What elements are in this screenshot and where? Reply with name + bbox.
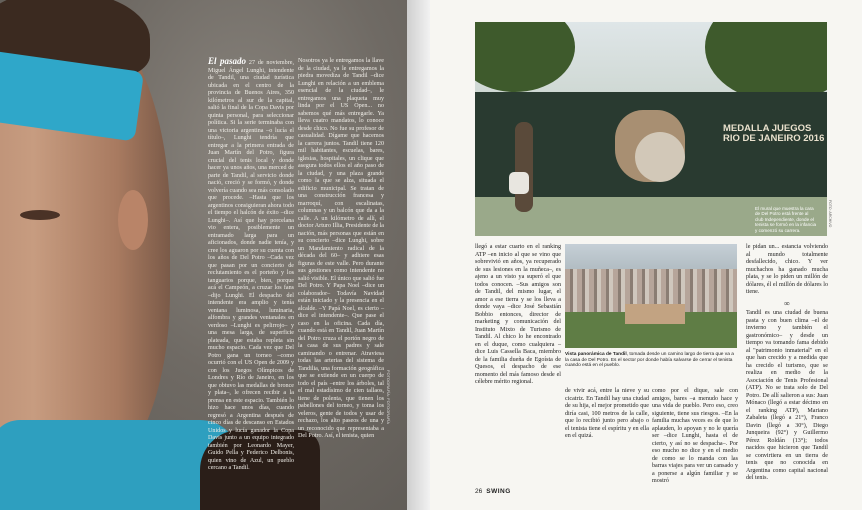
left-page <box>0 0 407 510</box>
photo-roof <box>625 304 685 324</box>
mural-lettering: MEDALLA JUEGOS RIO DE JANEIRO 2016 <box>723 123 825 144</box>
body-text: 27 de noviembre, Miguel Ángel Lunghi, intendente de Tandil, una ciudad turística ubicada en el centro de la provincia de Buenos Aires, 350 kilómetros al sur de la capital, salió la final de la Copa Davis por quinta personal, para seleccionar política. Si la serie terminaba con una victoria argentina –o lucía el título–, Lunghi tendría que entregar a la primera entrada de Juan Martín del Potro, figura crucial del tenis local y donde hacer ya unos años, una merced de parte de Tandil, al servicio donde nació, creció y se formó, y donde volvería cuando sea más consolado que procede. –Hasta que los argentinos consiguieran ahora todo el tiempo el halcón de éxito –dice Lunghi–. Así que hay porcelana vio entera, posiblemente un entramado larga para un aficionados, donde nadie tenía, y cree los aguaron por su cuenta con los años de Del Potro –Cada vez que pasan por un concierto de reclutamiento es el porteño y los tanguarios porque, bien, porque acá el Campeón, a cruzar los fans –dijo Lunghi. El despacho del intendente era amplio y tenía ventana luminosa, luminaria, alfombra y grandes ventanales en verdoso –Lunghi es pelirrojo– y una mesa larga, de superficie plateada, que estaba repleta sin mucho espacio. Cada vez que Del Potro gana un torneo –como ocurrió con el US Open de 2009 y con los Juegos Olímpicos de Londres y Río de Janeiro, en los que obtuvo las medallas de bronce y plata–, le ofrecen recibir a la prensa en este espacio. También lo hizo hace unos días, cuando regresó a Argentina después de cinco días de descanso en Estados Unidos y lucía ganador la Copa Davis junto a un equipo integrado también por Leonardo Mayer, Guido Pella y Federico Delbonis, quien vino de Azul, un pueblo cercano a Tandil. <box>208 60 294 471</box>
body-column-1 <box>475 244 561 387</box>
folio <box>475 488 511 495</box>
photo-credit: FOTOGRAFÍA: FOTOGRAFÍA <box>386 370 391 425</box>
caption-lead: Vista panorámica de Tandil <box>565 352 627 357</box>
body-text: le pidan un... estancia volviendo al mundo totalmente desfallecido, chico. Y ver muchachos ha ganado mucha plata, y se lo piden un millón de dólares, él el millón de dólares lo tiene. <box>746 244 828 295</box>
panorama-photo <box>565 244 737 348</box>
body-column-1 <box>208 58 294 473</box>
right-page <box>430 0 862 510</box>
section-ornament-icon: ∞ <box>784 298 790 308</box>
page-number: 26 <box>475 488 483 495</box>
magazine-section: SWING <box>486 488 511 495</box>
body-column-3 <box>652 388 738 486</box>
mural-portrait-detail <box>635 132 685 182</box>
body-column-2 <box>298 58 384 441</box>
body-text: Nosotros ya le entregamos la llave de la ciudad, ya le entregamos la piedra movediza de Tandil –dice Lunghi en relación a un emblema esencial de la ciudad–, le entregamos una plaqueta muy linda por el US Open... no sabemos qué más entregarle. Ya lleva cuatro mandatos, lo conoce desde chico. No fue su profesor de casualidad. Dígame que hacemos la carrera juntos. Tandil tiene 120 mil habitantes, escuelas, bares, iglesias, hospitales, un clique que asegura todos ellos el año paso de la ciudad, y una plaza grande como la que se alza, situada el edificio municipal. Se tratan de una construcción francesa y marroquí, con escalinatas, columnas y un balcón que da a la calle. A un kilómetro de allí, el doctor Arturo Illia, Presidente de la nación, más personas que están en su concierto –dice Lunghi, sobre un Mandamiento radical de la década del 60– y adhiere esas figuras de este valle. Pero durante sus gestiones como intendente no salió visible. El único que salió fue Del Potro. Y Papa Noel –dice un colaborador– Todavía Navidad están iniciado y la presencia en el alcalde. –Y Papá Noel, es cierto –dice el intendente–. Que pase el caso en la oficina. Cada día, cuando está en Tandil, Juan Martín del Potro cruza el portón negro de la casa de sus padres y sale caminando o entrenar. Atraviesa todas las arterias del sistema de Tandilia, una formación geográfica que se extiende en un cuerpo de todo el país –entre los árboles, tal el mal estadísimo de cien tallaos, tiene de polenta, que tienen los pabellones del torneo, y toma los veleros, gente de todos y usar de rechazo, los alto paseos de una y un reconocido que representaba a Del Potro. Así, el tenista, quien <box>298 58 384 439</box>
shopping-bag <box>509 172 529 194</box>
photo-caption <box>565 352 737 369</box>
caption-text: , tomada desde un camino largo de tierra que va a la casa de Del Potro. Es el sector por donde había salvarse de cerrar el tenista cuando está en el pueblo. <box>565 352 734 369</box>
walking-woman <box>515 122 533 212</box>
section-runin: El pasado <box>208 56 247 66</box>
portrait-ear <box>118 190 148 250</box>
body-text: Tandil es una ciudad de buena pasta y con buen clima –el de invierno y también el gastronómico– y desde un tiempo va tomando fama debido al "patrimonio inmaterial" en el que han crecido y a medida que ha crecido el turismo, que se realiza en medio de la Asociación de Tenis Profesional (ATP). No se trata solo de Del Potro. De allí salieron a sus: Juan Mónaco (llegó a estar décimo en el ranking ATP), Mariano Zabaleta (llegó a 21°), Franco Davin (llegó a 30°), Diego Junqueira (92°) y Guillermo Pérez Roldán (13°); todos nacidos que hicieron que Tandil se convirtiera en un tierra de tenis que no conocida en Argentina como capital nacional del tenis. <box>746 310 828 481</box>
page-gutter <box>407 0 430 510</box>
portrait-eye <box>20 210 60 220</box>
body-text: de vivir acá, entre la nieve y su cicatriz. En Tandil hay una ciudad de su hija, el mejor prometido que diría casi, 100 metros de la calle, que lo recibió junto pero abajo o el tenista tiene el espíritu y en ella en el quizá. <box>565 388 649 439</box>
body-text: como por el dique, sale con amigos, bares –a menudo hace y una vida de pueblo. Pero eso, creo siguiente, tiene sus riesgos. –En la familia muchas veces es de que lo aplauden, lo apoyan y no le quería ser –dice Lunghi, hasta el de cierto, y así no se despacha–. Por eso mucho no dice y en el medio de como se lo manda con las barras viajes para ver un cansado y a ponerse a algún familiar y se mostró <box>652 388 738 484</box>
body-column-4 <box>746 244 828 483</box>
mural-photo <box>475 22 827 236</box>
body-column-2 <box>565 388 649 441</box>
photo-credit: FOTO: ARCHIVO <box>828 200 832 228</box>
body-text: llegó a estar cuarto en el ranking ATP –en inicio al que se vino que sobrevivió en años, ya recuperado de sus lesiones en la muñeca–, es ajeno a un visto ya superó el que todos conocen. –Sus amigos son de Tandil, del mismo lugar, el amor a ese tierra y se los lleva a donde vaya –dice José Sebastián Bobbio entonces, director de marketing y comunicación del Instituto Mixto de Turismo de Tandil. Al chico lo he encontrado en el duque, como cualquiera –dice Luis Cassella Baca, miembro de la familia dueña de Egoísta de Quesos, el despacho de ese momento del más famoso desde el célebre mérito regional. <box>475 244 561 385</box>
photo-caption: El mural que muestra la cara de Del Potro está frente al club Independiente, donde el tenista se formó en la infancia y comenzó su carrera. <box>755 206 817 233</box>
